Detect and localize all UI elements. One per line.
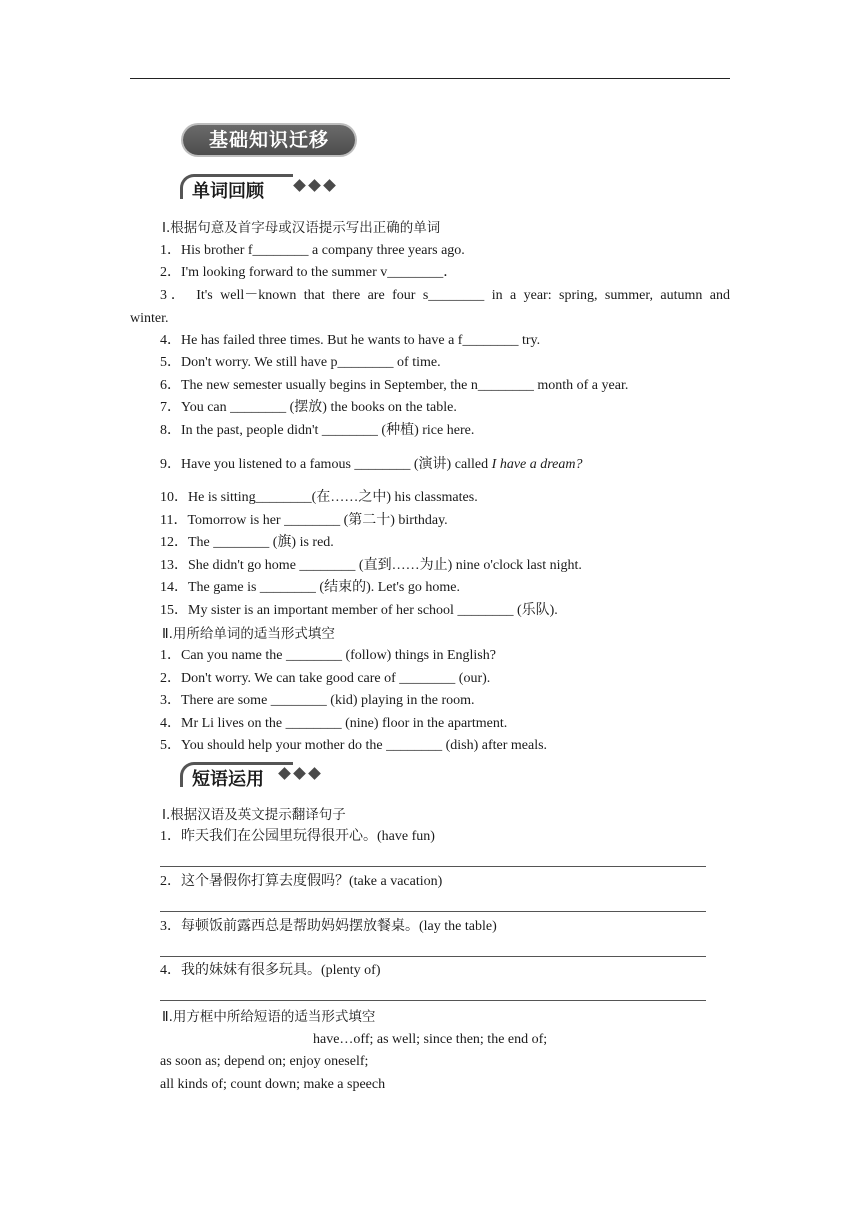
question-item: 4．Mr Li lives on the ________ (nine) floor in the apartment.: [160, 716, 508, 731]
diamond-icon: [323, 179, 336, 192]
translation-item: 3．每顿饭前露西总是帮助妈妈摆放餐桌。(lay the table): [160, 919, 497, 934]
question-item: 1．His brother f________ a company three years ago.: [160, 243, 465, 258]
question-item: 10．He is sitting________(在……之中) his classmates.: [160, 490, 478, 505]
question-item: 13．She didn't go home ________ (直到……为止) nine o'clock last night.: [160, 558, 582, 573]
section-banner: 基础知识迁移: [183, 125, 355, 155]
question-item: 3． It's well－known that there are four s________ in a year: spring, summer, autumn and: [160, 288, 730, 303]
phrase-box-line: have…off; as well; since then; the end of;: [313, 1032, 548, 1047]
phrase-box-line: all kinds of; count down; make a speech: [160, 1077, 386, 1092]
part-heading: Ⅰ.根据汉语及英文提示翻译句子: [162, 807, 346, 823]
question-item: 2．I'm looking forward to the summer v________．: [160, 265, 458, 280]
phrase-box-line: as soon as; depend on; enjoy oneself;: [160, 1054, 369, 1069]
answer-line[interactable]: [160, 866, 706, 867]
header-rule: [130, 78, 730, 79]
diamond-icon: [308, 179, 321, 192]
speech-title: I have a dream?: [491, 457, 583, 472]
section-phrases-title: 短语运用: [192, 769, 264, 790]
question-item: 5．Don't worry. We still have p________ of time.: [160, 355, 441, 370]
question-item: 2．Don't worry. We can take good care of ________ (our).: [160, 671, 491, 686]
question-item: 12．The ________ (旗) is red.: [160, 535, 334, 550]
question-item: 15．My sister is an important member of her school ________ (乐队).: [160, 603, 558, 618]
question-item: 7．You can ________ (摆放) the books on the table.: [160, 400, 457, 415]
answer-line[interactable]: [160, 911, 706, 912]
diamond-icon: [308, 767, 321, 780]
answer-line[interactable]: [160, 956, 706, 957]
question-item: 3．There are some ________ (kid) playing in the room.: [160, 693, 475, 708]
question-item: 1．Can you name the ________ (follow) things in English?: [160, 648, 496, 663]
translation-item: 4．我的妹妹有很多玩具。(plenty of): [160, 963, 381, 978]
question-item: 9．Have you listened to a famous ________ (演讲) called I have a dream?: [160, 457, 583, 472]
question-item: 11．Tomorrow is her ________ (第二十) birthday.: [160, 513, 448, 528]
translation-item: 1．昨天我们在公园里玩得很开心。(have fun): [160, 829, 435, 844]
question-item-continuation: winter.: [130, 311, 169, 326]
section-vocabulary-title: 单词回顾: [192, 181, 264, 202]
diamond-icon: [293, 767, 306, 780]
question-item: 5．You should help your mother do the ________ (dish) after meals.: [160, 738, 548, 753]
question-item: 8．In the past, people didn't ________ (种植) rice here.: [160, 423, 475, 438]
question-item: 4．He has failed three times. But he wants to have a f________ try.: [160, 333, 541, 348]
diamond-icon: [293, 179, 306, 192]
question-item: 6．The new semester usually begins in September, the n________ month of a year.: [160, 378, 629, 393]
answer-line[interactable]: [160, 1000, 706, 1001]
part-heading: Ⅱ.用所给单词的适当形式填空: [162, 626, 335, 642]
translation-item: 2．这个暑假你打算去度假吗？(take a vacation): [160, 874, 443, 889]
question-item: 14．The game is ________ (结束的). Let's go home.: [160, 580, 460, 595]
part-heading: Ⅱ.用方框中所给短语的适当形式填空: [162, 1009, 376, 1025]
part-heading: Ⅰ.根据句意及首字母或汉语提示写出正确的单词: [162, 220, 441, 236]
